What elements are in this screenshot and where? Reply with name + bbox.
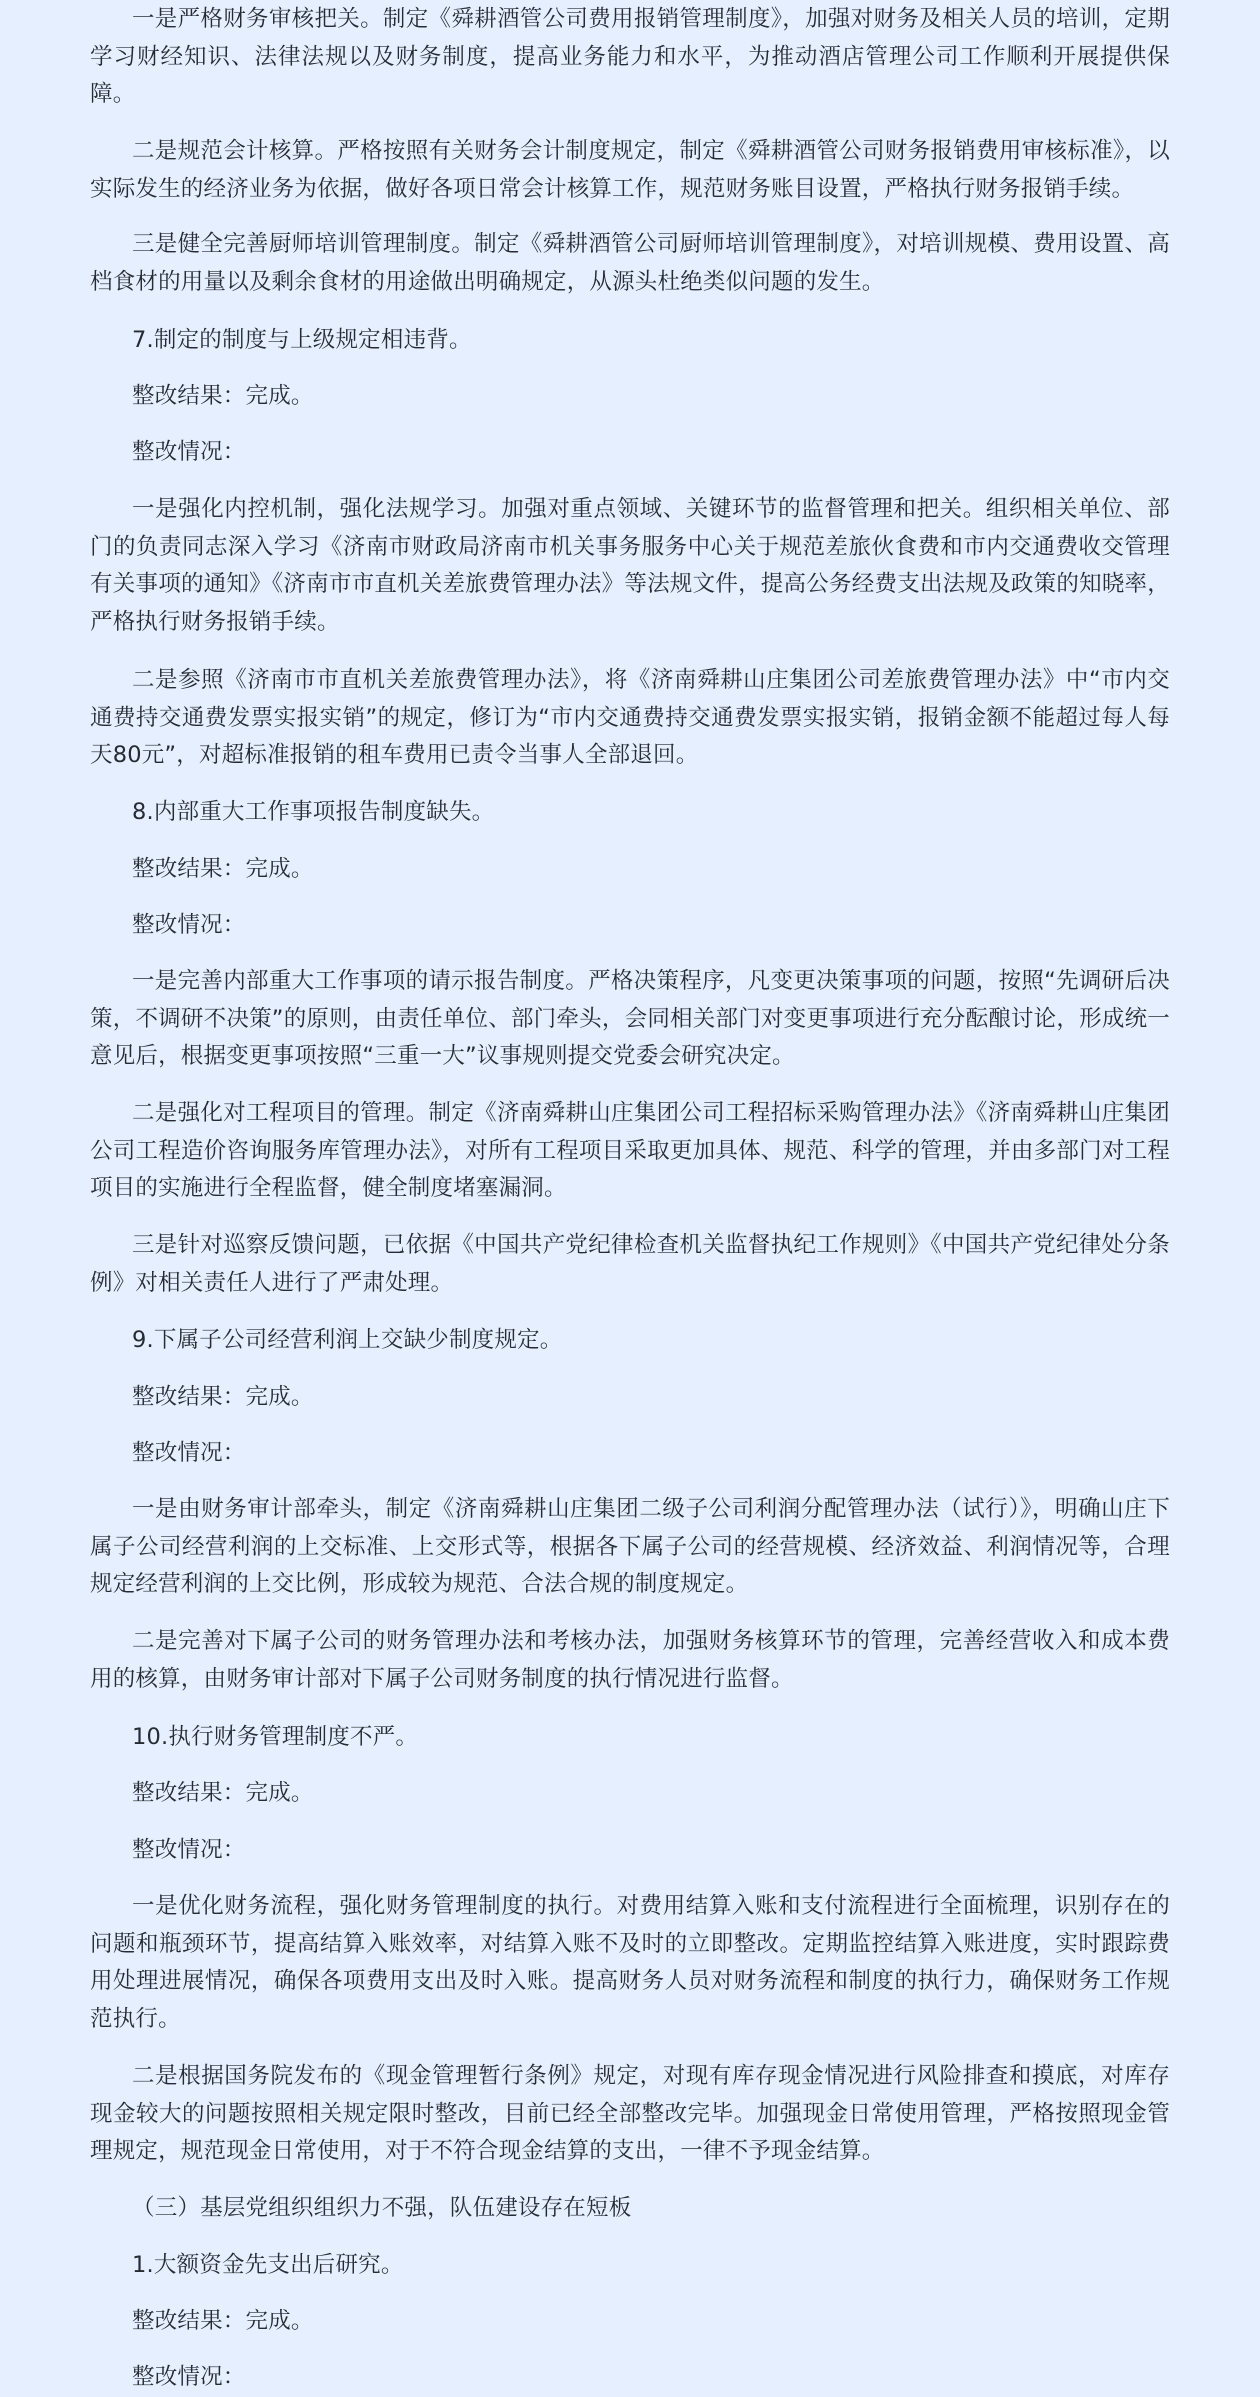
rectification-status-label: 整改情况： [132,439,246,465]
rectification-status-label: 整改情况： [132,2364,246,2390]
paragraph: 二是参照《济南市市直机关差旅费管理办法》，将《济南舜耕山庄集团公司差旅费管理办法》中“市内交通费持交通费发票实报实销”的规定，修订为“市内交通费持交通费发票实报实销，报销金额不能超过每人每天80元”，对超标准报销的租车费用已责令当事人全部退回。 [90,667,1170,768]
paragraph: 二是规范会计核算。严格按照有关财务会计制度规定，制定《舜耕酒管公司财务报销费用审核标准》，以实际发生的经济业务为依据，做好各项日常会计核算工作，规范财务账目设置，严格执行财务报销手续。 [90,138,1170,202]
rectification-status-label: 整改情况： [132,912,246,938]
list-heading: 1.大额资金先支出后研究。 [132,2252,404,2278]
paragraph: 二是根据国务院发布的《现金管理暂行条例》规定，对现有库存现金情况进行风险排查和摸底，对库存现金较大的问题按照相关规定限时整改，目前已经全部整改完毕。加强现金日常使用管理，严格按照现金管理规定，规范现金日常使用，对于不符合现金结算的支出，一律不予现金结算。 [90,2063,1170,2164]
paragraph: 一是由财务审计部牵头，制定《济南舜耕山庄集团二级子公司利润分配管理办法（试行）》，明确山庄下属子公司经营利润的上交标准、上交形式等，根据各下属子公司的经营规模、经济效益、利润情况等，合理规定经营利润的上交比例，形成较为规范、合法合规的制度规定。 [90,1496,1170,1597]
rectification-result: 整改结果：完成。 [132,1780,314,1806]
list-heading: 10.执行财务管理制度不严。 [132,1724,419,1750]
rectification-result: 整改结果：完成。 [132,383,314,409]
paragraph: 三是健全完善厨师培训管理制度。制定《舜耕酒管公司厨师培训管理制度》，对培训规模、费用设置、高档食材的用量以及剩余食材的用途做出明确规定，从源头杜绝类似问题的发生。 [90,231,1170,295]
paragraph: 二是强化对工程项目的管理。制定《济南舜耕山庄集团公司工程招标采购管理办法》《济南舜耕山庄集团公司工程造价咨询服务库管理办法》，对所有工程项目采取更加具体、规范、科学的管理，并由多部门对工程项目的实施进行全程监督，健全制度堵塞漏洞。 [90,1100,1170,1201]
paragraph: 一是强化内控机制，强化法规学习。加强对重点领域、关键环节的监督管理和把关。组织相关单位、部门的负责同志深入学习《济南市财政局济南市机关事务服务中心关于规范差旅伙食费和市内交通费收交管理有关事项的通知》《济南市市直机关差旅费管理办法》等法规文件，提高公务经费支出法规及政策的知晓率，严格执行财务报销手续。 [90,496,1170,635]
list-heading: 8.内部重大工作事项报告制度缺失。 [132,799,495,825]
paragraph: 一是优化财务流程，强化财务管理制度的执行。对费用结算入账和支付流程进行全面梳理，识别存在的问题和瓶颈环节，提高结算入账效率，对结算入账不及时的立即整改。定期监控结算入账进度，实时跟踪费用处理进展情况，确保各项费用支出及时入账。提高财务人员对财务流程和制度的执行力，确保财务工作规范执行。 [90,1893,1170,2032]
rectification-result: 整改结果：完成。 [132,2308,314,2334]
section-heading: （三）基层党组织组织力不强，队伍建设存在短板 [132,2195,632,2221]
rectification-status-label: 整改情况： [132,1837,246,1863]
rectification-result: 整改结果：完成。 [132,856,314,882]
rectification-status-label: 整改情况： [132,1440,246,1466]
list-heading: 7.制定的制度与上级规定相违背。 [132,327,472,353]
paragraph: 二是完善对下属子公司的财务管理办法和考核办法，加强财务核算环节的管理，完善经营收入和成本费用的核算，由财务审计部对下属子公司财务制度的执行情况进行监督。 [90,1628,1170,1692]
paragraph: 三是针对巡察反馈问题，已依据《中国共产党纪律检查机关监督执纪工作规则》《中国共产党纪律处分条例》对相关责任人进行了严肃处理。 [90,1232,1170,1296]
list-heading: 9.下属子公司经营利润上交缺少制度规定。 [132,1327,563,1353]
paragraph: 一是严格财务审核把关。制定《舜耕酒管公司费用报销管理制度》，加强对财务及相关人员的培训，定期学习财经知识、法律法规以及财务制度，提高业务能力和水平，为推动酒店管理公司工作顺利开展提供保障。 [90,6,1170,107]
rectification-result: 整改结果：完成。 [132,1384,314,1410]
paragraph: 一是完善内部重大工作事项的请示报告制度。严格决策程序，凡变更决策事项的问题，按照“先调研后决策，不调研不决策”的原则，由责任单位、部门牵头，会同相关部门对变更事项进行充分酝酿讨论，形成统一意见后，根据变更事项按照“三重一大”议事规则提交党委会研究决定。 [90,968,1170,1069]
